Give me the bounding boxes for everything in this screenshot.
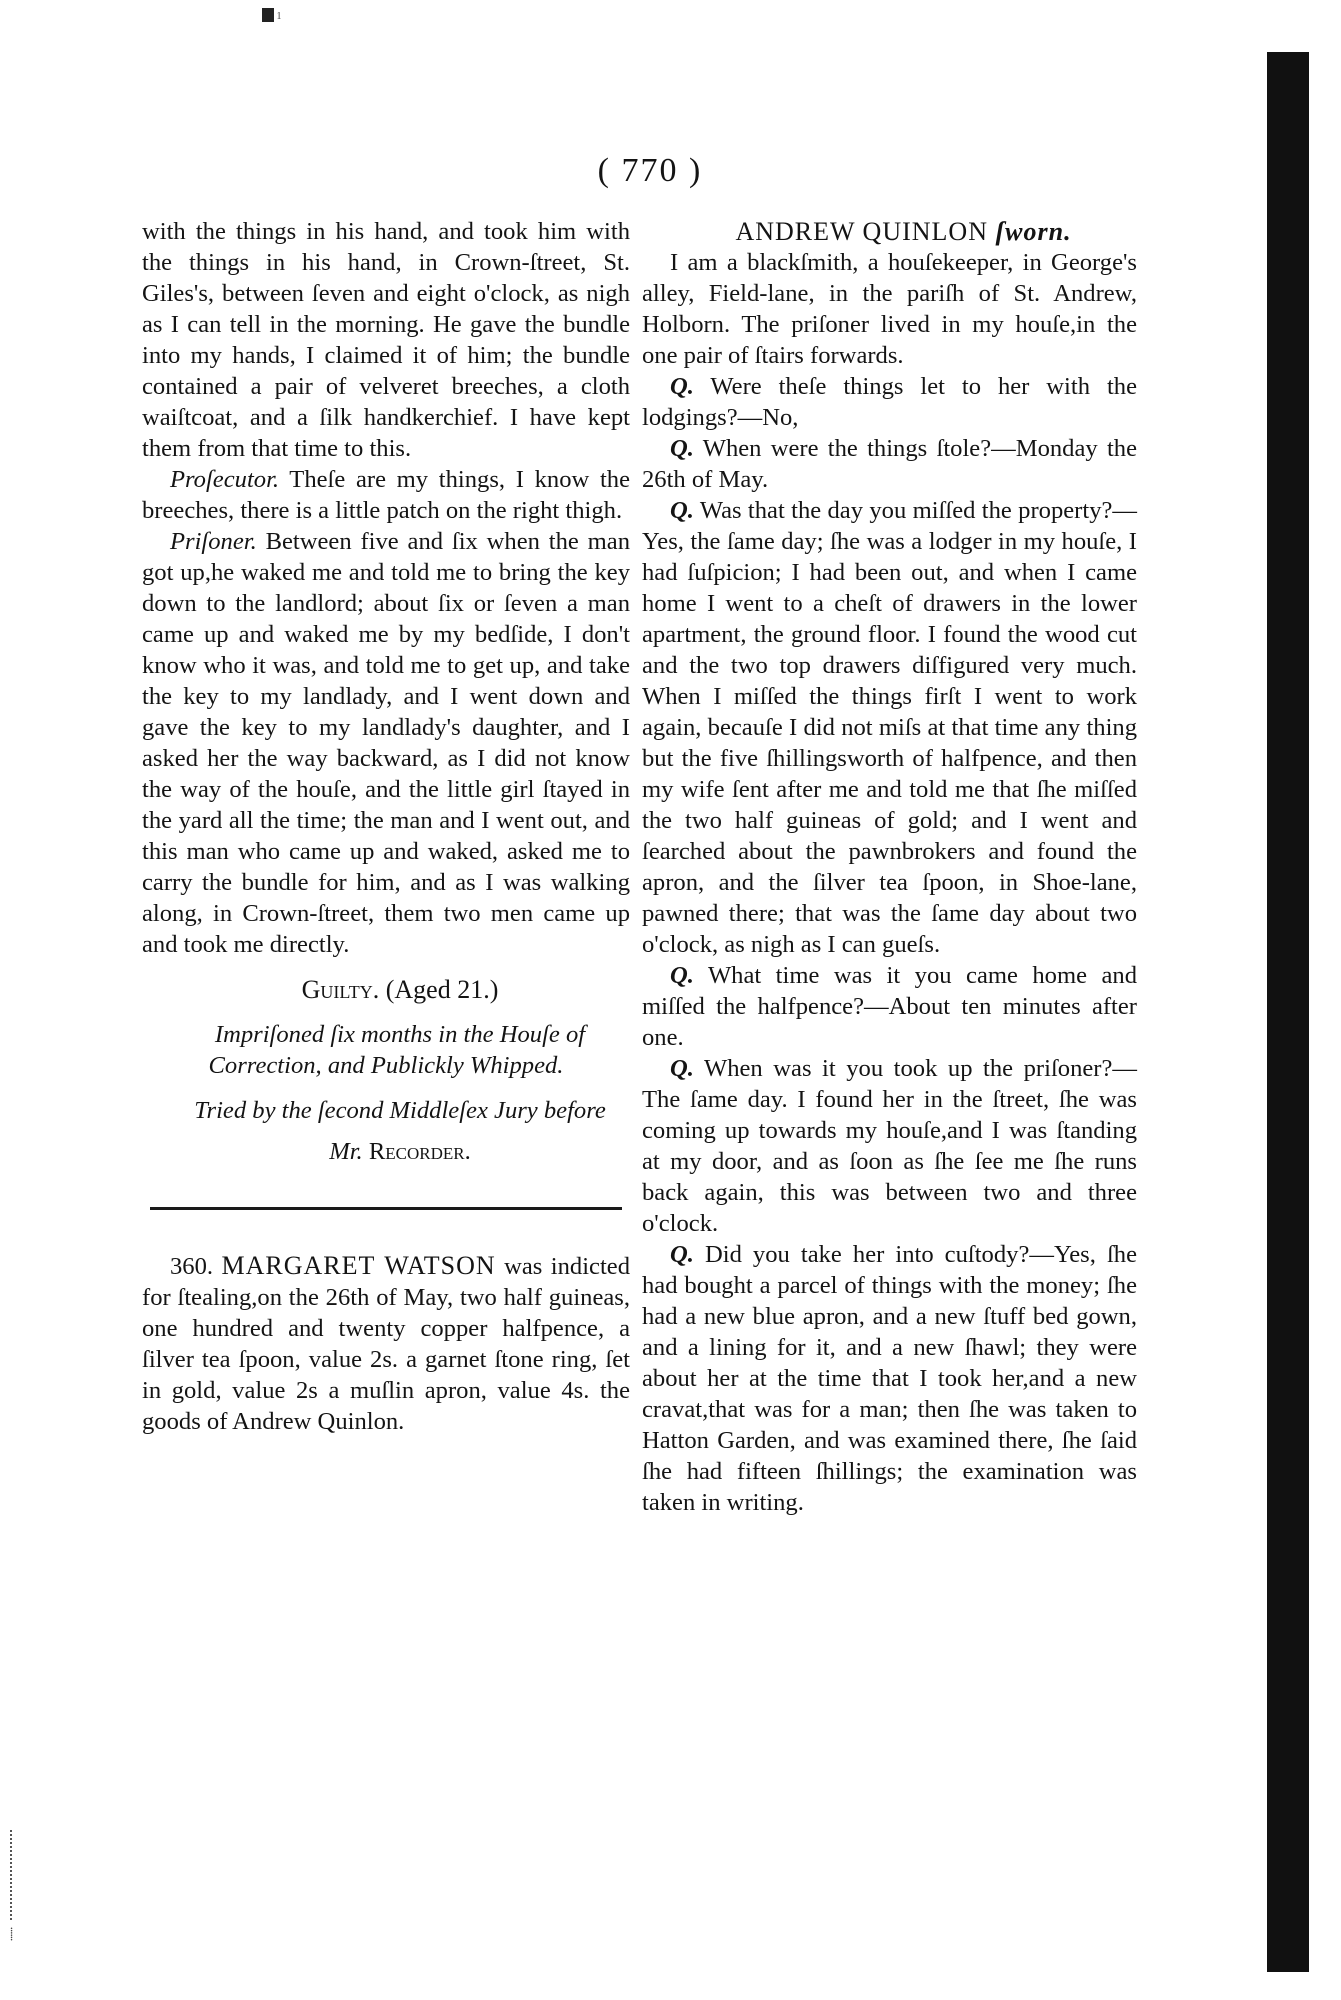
witness-heading: [642, 216, 1137, 247]
question-mark-label: Q.: [670, 1055, 694, 1082]
scan-edge-dots: [10, 1830, 32, 1920]
question-text: Were theſe things let to her with the lodgings?—No,: [642, 373, 1137, 431]
indictment-text: was indicted for ſtealing,on the 26th of May, two half guineas, one hundred and twenty copper halfpence, a ſilver tea ſpoon, value 2s. a garnet ſtone ring, ſet in gold, value 2s a muſlin apron, value 4s. the goods of Andrew Quinlon.: [142, 1253, 630, 1435]
question-mark-label: Q.: [670, 435, 694, 462]
question-text: When were the things ſtole?—Monday the 26th of May.: [642, 435, 1137, 493]
question-text: When was it you took up the priſoner?—The ſame day. I found her in the ſtreet, ſhe was coming up towards my houſe,and I was ſtanding at my door, and as ſoon as ſhe ſee me ſhe runs back again, this was between two and three o'clock.: [642, 1055, 1137, 1237]
question-6: [642, 1239, 1137, 1518]
witness-sworn: ſworn.: [995, 217, 1072, 246]
top-corner-mark: [262, 8, 312, 30]
right-column: [642, 216, 1137, 1518]
recorder-prefix: Mr.: [329, 1138, 363, 1165]
left-column: [142, 216, 630, 1437]
scan-edge-bar: [1267, 52, 1309, 1972]
case-heading: [142, 1250, 630, 1437]
question-3: [642, 495, 1137, 960]
top-mark-text: 1: [276, 11, 282, 22]
sentence: Impriſoned ſix months in the Houſe of Correction, and Publickly Whipped.: [208, 1021, 586, 1079]
verdict-age: (Aged 21.): [385, 975, 499, 1004]
question-4: [642, 960, 1137, 1053]
scan-edge-mark: ⸽: [10, 1927, 14, 1941]
question-mark-label: Q.: [670, 962, 694, 989]
question-5: [642, 1053, 1137, 1239]
question-2: [642, 433, 1137, 495]
question-mark-label: Q.: [670, 1241, 694, 1268]
defendant-name: MARGARET WATSON: [221, 1251, 496, 1280]
witness-name: ANDREW QUINLON: [735, 217, 988, 246]
question-text: Did you take her into cuſtody?—Yes, ſhe had bought a parcel of things with the money; ſhe had a new blue apron, and a new ſtuff bed gown, and a lining for it, and a new ſhawl; they were about her at the time that I took her,and a new cravat,that was for a man; then ſhe was taken to Hatton Garden, and was examined there, ſhe ſaid ſhe had fifteen ſhillings; the examination was taken in writing.: [642, 1241, 1137, 1516]
tried-before: Tried by the ſecond Middleſex Jury before: [194, 1097, 606, 1124]
recorder: [142, 1136, 630, 1167]
speaker-label: Proſecutor.: [170, 466, 280, 493]
statement-text: Between five and ſix when the man got up,he waked me and told me to bring the key down to the landlord; about ſix or ſeven a man came up and waked me by my bedſide, I don't know who it was, and told me to get up, and take the key to my landlady, and I went down and gave the key to my landlady's daughter, and I asked her the way backward, as I did not know the way of the houſe, and the little girl ſtayed in the yard all the time; the man and I went out, and this man who came up and waked, asked me to carry the bundle for him, and as I was walking along, in Crown-ſtreet, them two men came up and took me directly.: [142, 528, 630, 958]
question-1: [642, 371, 1137, 433]
recorder-name: Recorder.: [368, 1138, 471, 1165]
question-mark-label: Q.: [670, 497, 694, 524]
ink-blot-icon: [262, 8, 274, 22]
witness-statement: I am a blackſmith, a houſekeeper, in George's alley, Field-lane, in the pariſh of St. Andrew, Holborn. The priſoner lived in my houſe,in the one pair of ſtairs forwards.: [642, 249, 1137, 369]
prosecutor-statement: [142, 464, 630, 526]
verdict-word: Guilty.: [301, 975, 380, 1004]
verdict: [142, 974, 630, 1005]
section-divider: [150, 1207, 622, 1210]
case-number: 360.: [170, 1253, 214, 1280]
question-text: Was that the day you miſſed the property?—Yes, the ſame day; ſhe was a lodger in my houſe, I had ſuſpicion; I had been out, and when I came home I went to a cheſt of drawers in the lower apartment, the ground floor. I found the wood cut and the two top drawers diſfigured very much. When I miſſed the things firſt I went to work again, becauſe I did not miſs at that time any thing but the five ſhillingsworth of halfpence, and then my wife ſent after me and told me that ſhe miſſed the two half guineas of gold; and I went and ſearched about the pawnbrokers and found the apron, and the ſilver tea ſpoon, in Shoe-lane, pawned there; that was the ſame day about two o'clock, as nigh as I can gueſs.: [642, 497, 1137, 958]
statement-text: Theſe are my things, I know the breeches, there is a little patch on the right thigh.: [142, 466, 630, 524]
question-text: What time was it you came home and miſſed the halfpence?—About ten minutes after one.: [642, 962, 1137, 1051]
question-mark-label: Q.: [670, 373, 694, 400]
testimony-continuation: with the things in his hand, and took him with the things in his hand, in Crown-ſtreet, St. Giles's, between ſeven and eight o'clock, as nigh as I can tell in the morning. He gave the bundle into my hands, I claimed it of him; the bundle contained a pair of velveret breeches, a cloth waiſtcoat, and a ſilk handkerchief. I have kept them from that time to this.: [142, 218, 630, 462]
speaker-label: Priſoner.: [170, 528, 257, 555]
prisoner-statement: [142, 526, 630, 960]
page-number: ( 770 ): [597, 152, 703, 189]
